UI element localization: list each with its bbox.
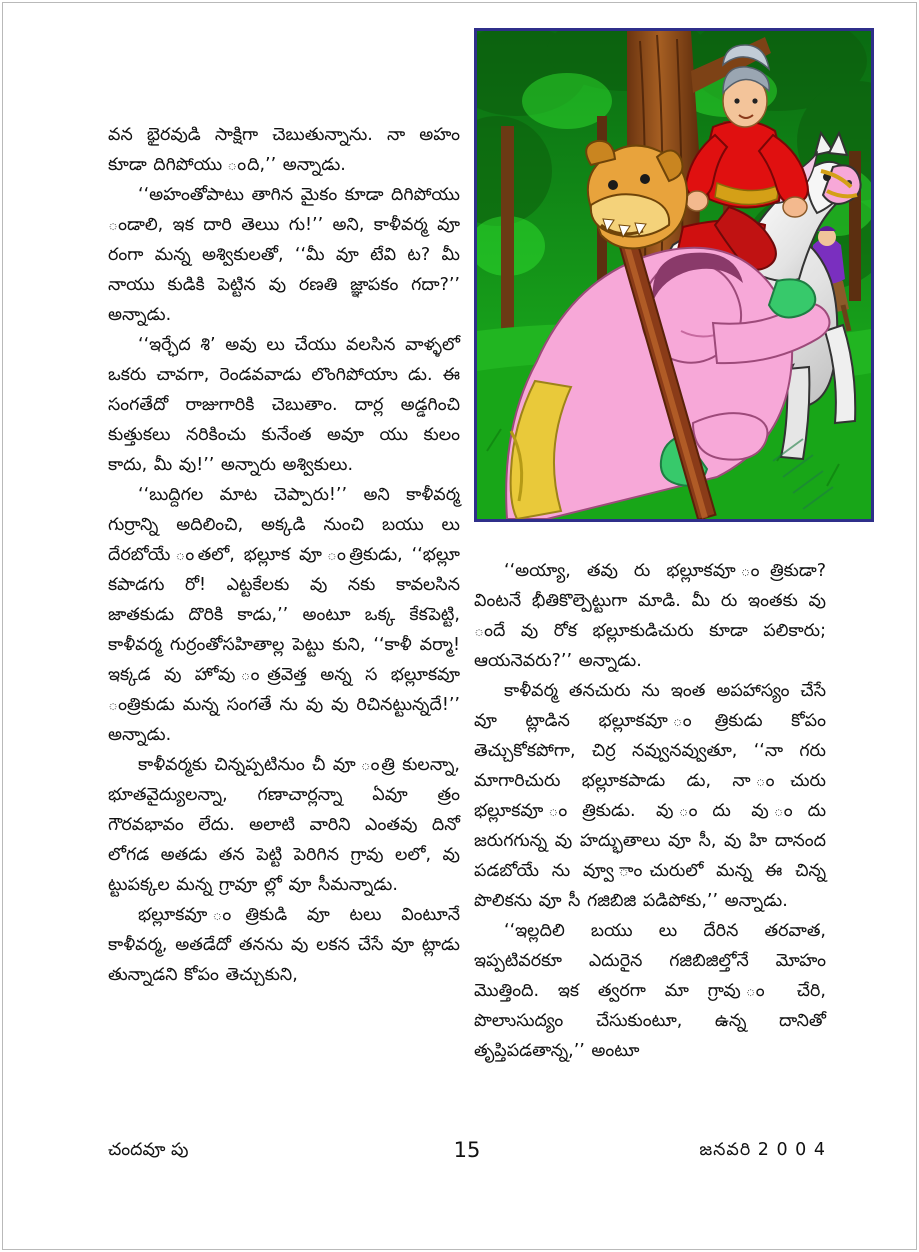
paragraph: ‘‘అహంతోపాటు తాగిన మైకం కూడా దిగిపోయు ండాలి, ఇక దారి తెలుు గు!’’ అని, కాళీవర్మ వూ రంగా మన్న అశ్వికులతో, ‘‘వీు వూ టేవి ట? వీు నాయు కుడికి పెట్టిన వు రణతి జ్ఞాపకం గదా?’’ అన్నాడు.	[108, 185, 460, 325]
footer-magazine-name: చందవూ పు	[108, 1140, 189, 1160]
paragraph: కాళీవర్మకు చిన్నప్పటినుం చీ వూ ంత్రి కులన్నా, భూతవైద్యులన్నా, గణాచార్లన్నా ఏవూ త్రం గౌరవభావం లేదు. అలాటి వారిని ఎంతవు దినో లోగడ అతడు తన పెట్టి పెరిగిన గ్రావు లలో, వు ట్టుపక్కల మన్న గ్రావూ ల్లో వూ సీమన్నాడు.	[108, 755, 460, 895]
text-column-right	[474, 556, 826, 1066]
paragraph: వన భైరవుడి సాక్షిగా చెబుతున్నాను. నా అహం కూడా దిగిపోయు ంది,’’ అన్నాడు.	[108, 125, 460, 175]
page-number: 15	[453, 1138, 481, 1162]
paragraph: ‘‘ఇర్ఛేద శి’ అవు లు చేయు వలసిన వాళ్ళలో ఒకరు చావగా, రెండవవాడు లొంగిపోయాు డు. ఈ సంగతేదో రాజుగారికి చెబుతాం. దార్ల అడ్డగించి కుత్తుకలు నరికించు కునేంత అవూ యు కులం కాదు, వీు వు!’’ అన్నారు అశ్వికులు.	[108, 335, 460, 475]
page-footer	[108, 1140, 826, 1170]
paragraph: ‘‘బుద్దిగల మాట చెప్పారు!’’ అని కాళీవర్మ గుర్రాన్ని అదిలించి, అక్కడి నుంచి బయు లు దేరబోయే ంతలో, భల్లూక వూ ంత్రికుడు, ‘‘భల్లూ కపాడగు రో! ఎట్టకేలకు వు నకు కావలసిన జాతకుడు దొరికి కాడు,’’ అంటూ ఒక్క కేకపెట్టి, కాళీవర్మ గుర్రంతోసహితాల్ల పెట్టు కుని, ‘‘కాళీ వర్మా! ఇక్కడ వు హోవు ంత్రవెత్త అన్న స భల్లూకవూ ంత్రికుడు మన్న సంగతే ను వు వు రిచినట్టున్నదే!’’ అన్నాడు.	[108, 485, 460, 745]
footer-issue-date: జనవరి 2 0 0 4	[699, 1140, 826, 1160]
illustration-warrior-on-horse	[474, 28, 874, 522]
paragraph: ‘‘అయ్యా, తవు రు భల్లూకవూ ంత్రికుడా? వింటనే భీతికొల్పెట్టుగా మాడి. వీు రు ఇంతకు వు ందే వు రోక భల్లూకుడిచురు కూడా పలికారు; ఆయనెవరు?’’ అన్నాడు.	[474, 561, 826, 671]
paragraph: భల్లూకవూ ంత్రికుడి వూ టలు వింటూనే కాళీవర్మ, అతడేదో తనను వు లకన చేసే వూ ట్లాడు తున్నాడని కోపం తెచ్చుకుని,	[108, 905, 460, 985]
paragraph: కాళీవర్మ తనచురు ను ఇంత అపహాస్యం చేసే వూ ట్లాడిన భల్లూకవూ ంత్రికుడు కోపం తెచ్చుకోకపోగా, చిర్ర నవ్వునవ్వుతూ, ‘‘నా గరు మాగారిచురు భల్లూకపాడు డు, నా ంచురు భల్లూకవూ ంత్రికుడు. వు ందు వు ందు జరుగగున్న వు హద్భుతాలు వూ సీ, వు హి దానంద పడబోయే ను వ్వూ ాంచురులో మన్న ఈ చిన్న పొలికను వూ సీ గజిబిజి పడిపోకు,’’ అన్నాడు.	[474, 681, 826, 911]
paragraph: ‘‘ఇల్లదిలి బయు లు దేరిన తరవాత, ఇప్పటివరకూ ఎదురైన గజిబిజిల్తోనే మోహం మొత్తింది. ఇక త్వరగా మా గ్రావు ం చేరి, పొలాుసుద్యం చేసుకుంటూ, ఉన్న దానితో తృప్తిపడతాన్న,’’ అంటూ	[474, 921, 826, 1061]
text-column-left	[108, 120, 460, 990]
